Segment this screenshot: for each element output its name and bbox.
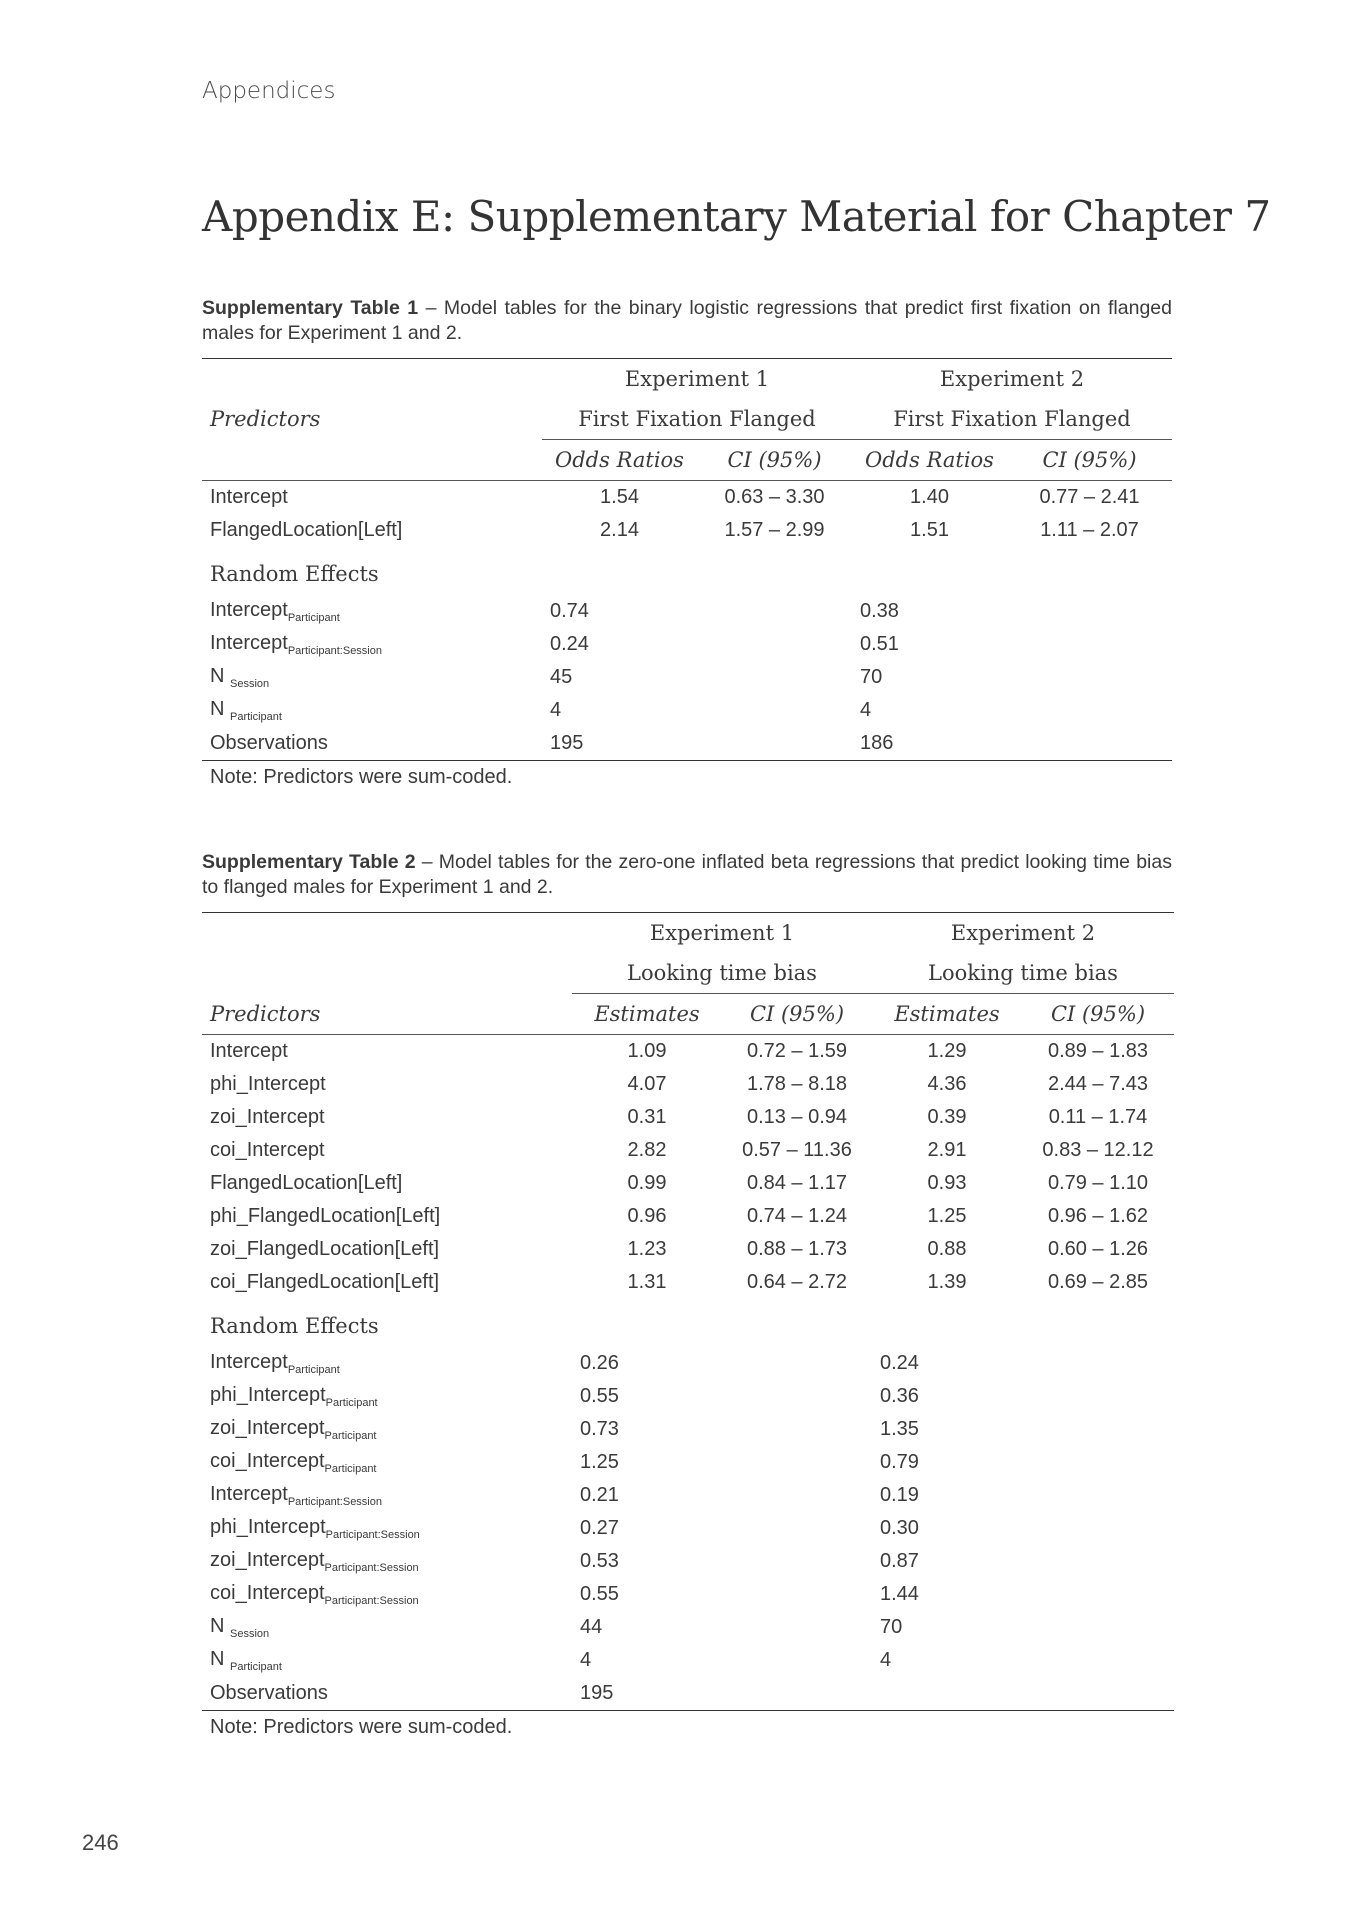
table1-random-row [202,595,1172,628]
table2-exp1-dv: Looking time bias [572,953,872,994]
table2-random-row [202,1578,1174,1611]
table2-random-e1: 0.27 [580,1517,619,1539]
table2 [202,912,1174,1743]
table2-random-name [202,1512,572,1545]
table2-row-e2-est: 2.91 [927,1139,967,1161]
table1-random-name [202,595,542,628]
table2-random-e1: 0.55 [580,1385,619,1407]
table1-random-subscript: Participant [287,612,340,624]
table2-note-row [202,1711,1174,1744]
table2-row-e2-ci: 0.60 – 1.26 [1047,1238,1149,1260]
table2-random-label: Intercept [210,1351,288,1373]
table2-random-e1: 1.25 [580,1451,619,1473]
table1-random-name [202,661,542,694]
table1-random-label: Intercept [210,599,288,621]
table2-random-row [202,1347,1174,1380]
table1-random-subscript: Participant:Session [287,645,382,657]
table2-row-e1-ci: 0.64 – 2.72 [746,1271,848,1293]
table2-row [202,1035,1174,1069]
table2-row-e2-est: 1.25 [927,1205,967,1227]
table2-random-e2 [872,1677,1174,1711]
table2-random-subscript: Participant:Session [324,1595,419,1607]
table2-random-label: coi_Intercept [210,1450,325,1472]
table1-random-label: Intercept [210,632,288,654]
table1-col-est-2: Odds Ratios [852,440,1007,481]
table2-random-label: N [210,1648,230,1670]
table1-row-e1-est: 2.14 [600,519,639,541]
table1-random-effects-row [202,547,1172,595]
table1-random-label: N [210,698,230,720]
table1-random-e1: 4 [550,699,562,721]
table2-random-name [202,1611,572,1644]
table2-row-e2-ci: 2.44 – 7.43 [1047,1073,1149,1095]
table1-caption-label: Supplementary Table 1 [202,297,419,319]
table2-row-e1-est: 0.96 [627,1205,667,1227]
table1-predictors-header: Predictors [210,407,321,432]
table2-random-row [202,1413,1174,1446]
table2-random-e1: 4 [580,1649,592,1671]
table2-random-e2: 4 [880,1649,892,1671]
table2-random-subscript: Participant [230,1661,282,1673]
table2-row-e1-ci: 0.84 – 1.17 [746,1172,848,1194]
table2-note: Note: Predictors were sum-coded. [210,1715,513,1738]
table2-random-name [202,1479,572,1512]
table2-random-e1: 0.26 [580,1352,619,1374]
table2-row-e1-ci: 0.72 – 1.59 [746,1040,848,1062]
table1-exp1-dv: First Fixation Flanged [542,399,852,440]
table2-predictors-header: Predictors [202,994,572,1035]
page-title: Appendix E: Supplementary Material for Chapter 7 [202,192,1271,241]
table1-row-e2-ci: 1.11 – 2.07 [1040,519,1139,541]
table1-random-e1: 195 [542,727,852,761]
table2-random-effects-label: Random Effects [210,1314,379,1338]
table2-random-label: coi_Intercept [210,1582,325,1604]
table2-caption-text: – Model tables for the zero-one inflated beta regressions that predict looking time bias to flanged males for Experiment 1 and 2. [202,851,1172,898]
table1-row-e2-ci: 0.77 – 2.41 [1039,486,1140,508]
table1-col-ci-2: CI (95%) [1007,440,1172,481]
table1-caption [202,296,1172,346]
table1-random-e2: 186 [852,727,1172,761]
table2-row-e1-ci: 1.78 – 8.18 [746,1073,848,1095]
table2-row-e2-ci: 0.89 – 1.83 [1047,1040,1149,1062]
table2-random-label: Intercept [210,1483,288,1505]
table2-random-e2: 0.79 [880,1451,919,1473]
table2-random-e1: 44 [580,1616,603,1638]
table1-col-ci-1: CI (95%) [697,440,852,481]
table2-row-name: phi_FlangedLocation[Left] [210,1205,441,1227]
table2-row [202,1068,1174,1101]
table2-random-row [202,1677,1174,1711]
table1-row-e1-est: 1.54 [600,486,639,508]
table1-exp1-header: Experiment 1 [542,359,852,400]
table2-random-row [202,1644,1174,1677]
table2-random-row [202,1446,1174,1479]
page-number: 246 [82,1830,119,1855]
table1-row-e1-ci: 0.63 – 3.30 [724,486,825,508]
table1-random-name [202,727,542,761]
table1-note: Note: Predictors were sum-coded. [210,765,513,788]
table1-random-row [202,661,1172,694]
table1-random-e1: 0.74 [550,600,589,622]
table2-row-e1-ci: 0.13 – 0.94 [746,1106,848,1128]
table2-row-e2-est: 0.88 [927,1238,967,1260]
table2-random-subscript: Participant:Session [325,1529,420,1541]
table2-random-e1: 0.55 [580,1583,619,1605]
table2-row-e2-ci: 0.96 – 1.62 [1047,1205,1149,1227]
table1-random-row [202,628,1172,661]
table2-row-e1-ci: 0.74 – 1.24 [746,1205,848,1227]
table1-random-subscript: Participant [230,711,282,723]
table2-random-subscript: Participant:Session [324,1562,419,1574]
table2-row [202,1101,1174,1134]
table2-row-name: zoi_FlangedLocation[Left] [210,1238,440,1260]
table2-row-e1-ci: 0.57 – 11.36 [742,1139,852,1161]
table2-random-e1: 195 [572,1677,872,1711]
table2-row-e1-ci: 0.88 – 1.73 [746,1238,848,1260]
table2-row-e1-est: 1.23 [627,1238,667,1260]
table2-random-label: Observations [210,1682,328,1704]
table2-random-name [202,1380,572,1413]
running-head: Appendices [202,78,336,104]
table2-random-subscript: Session [230,1628,270,1640]
table1-row-name: FlangedLocation[Left] [210,519,403,541]
table2-random-row [202,1512,1174,1545]
table2-random-name [202,1446,572,1479]
table2-row-e2-ci: 0.11 – 1.74 [1048,1106,1148,1128]
table1-random-effects-label: Random Effects [210,562,379,586]
table2-exp2-dv: Looking time bias [872,953,1174,994]
table2-random-label: phi_Intercept [210,1516,326,1538]
table2-random-subscript: Participant [324,1463,377,1475]
table2-random-row [202,1545,1174,1578]
table2-col-est-1: Estimates [572,994,722,1035]
table2-random-e2: 70 [880,1616,903,1638]
table2-row-e1-est: 1.09 [627,1040,667,1062]
table2-row-name: coi_FlangedLocation[Left] [210,1271,440,1293]
table2-random-e2: 1.44 [880,1583,919,1605]
table2-random-name [202,1413,572,1446]
table2-random-e2: 0.87 [880,1550,919,1572]
table2-exp2-header: Experiment 2 [872,913,1174,954]
table1-note-row [202,761,1172,794]
table2-random-label: phi_Intercept [210,1384,326,1406]
table2-row [202,1134,1174,1167]
table2-random-subscript: Participant [325,1397,378,1409]
table2-random-label: zoi_Intercept [210,1417,325,1439]
table2-caption [202,850,1172,900]
table2-row-e1-est: 0.31 [627,1106,667,1128]
table2-row-name: phi_Intercept [210,1073,326,1095]
table2-row-e1-est: 1.31 [627,1271,667,1293]
table2-random-name [202,1347,572,1380]
table2-random-e2: 0.24 [880,1352,919,1374]
table2-row-e2-est: 0.93 [927,1172,967,1194]
table2-random-label: zoi_Intercept [210,1549,325,1571]
table2-row-e2-est: 1.39 [927,1271,967,1293]
table1-random-e1: 0.24 [550,633,589,655]
table1-row-e2-est: 1.51 [910,519,949,541]
table2-random-e1: 0.21 [580,1484,619,1506]
table2-random-e2: 0.36 [880,1385,919,1407]
table2-random-label: N [210,1615,230,1637]
table2-row-e2-est: 0.39 [927,1106,967,1128]
table2-random-row [202,1611,1174,1644]
table1-col-est-1: Odds Ratios [542,440,697,481]
table1-exp2-dv: First Fixation Flanged [852,399,1172,440]
table2-random-effects-row [202,1299,1174,1347]
table2-exp1-header: Experiment 1 [572,913,872,954]
table2-col-ci-2: CI (95%) [1022,994,1174,1035]
table2-random-row [202,1380,1174,1413]
table1-random-label: N [210,665,230,687]
table2-row-name: FlangedLocation[Left] [210,1172,403,1194]
table2-random-e1: 0.53 [580,1550,619,1572]
table2-random-name [202,1578,572,1611]
table2-random-e1: 0.73 [580,1418,619,1440]
table1-random-name [202,628,542,661]
table2-row [202,1233,1174,1266]
table2-row-e2-ci: 0.83 – 12.12 [1042,1139,1154,1161]
table1-row [202,514,1172,547]
table2-random-e2: 1.35 [880,1418,919,1440]
table2-row-e1-est: 0.99 [627,1172,667,1194]
table2-row-e1-est: 2.82 [627,1139,667,1161]
table1-row-e2-est: 1.40 [910,486,949,508]
table1-caption-text: – Model tables for the binary logistic regressions that predict first fixation on flanged males for Experiment 1 and 2. [202,297,1172,344]
table1-random-label: Observations [210,732,328,754]
table1-exp2-header: Experiment 2 [852,359,1172,400]
table1-row-name: Intercept [210,486,288,508]
table2-random-name [202,1545,572,1578]
table2-col-est-2: Estimates [872,994,1022,1035]
table1-random-e1: 45 [550,666,573,688]
table1-random-row [202,694,1172,727]
table1-random-e2: 4 [860,699,872,721]
table2-random-subscript: Participant [287,1364,340,1376]
table2-random-row [202,1479,1174,1512]
table2-random-name [202,1644,572,1677]
table2-row [202,1266,1174,1299]
table2-col-ci-1: CI (95%) [722,994,872,1035]
table1-random-name [202,694,542,727]
table1-random-e2: 0.51 [860,633,899,655]
table1-row [202,481,1172,515]
table2-row-name: zoi_Intercept [210,1106,325,1128]
table1-row-e1-ci: 1.57 – 2.99 [724,519,825,541]
table2-row [202,1200,1174,1233]
table2-random-name [202,1677,572,1711]
table1-random-e2: 70 [860,666,883,688]
table1-random-e2: 0.38 [860,600,899,622]
table2-row-e2-ci: 0.69 – 2.85 [1047,1271,1149,1293]
table2-random-e2: 0.30 [880,1517,919,1539]
table2-row-e1-est: 4.07 [627,1073,667,1095]
table2-row-e2-est: 4.36 [927,1073,967,1095]
table1-random-row [202,727,1172,761]
table2-random-subscript: Participant [324,1430,377,1442]
table2-row-e2-est: 1.29 [927,1040,967,1062]
table2-row-name: coi_Intercept [210,1139,325,1161]
table1 [202,358,1172,793]
table1-random-subscript: Session [230,678,270,690]
table2-random-subscript: Participant:Session [287,1496,382,1508]
table2-row-e2-ci: 0.79 – 1.10 [1047,1172,1149,1194]
table2-caption-label: Supplementary Table 2 [202,851,416,873]
table2-random-e2: 0.19 [880,1484,919,1506]
table2-row [202,1167,1174,1200]
table2-row-name: Intercept [210,1040,288,1062]
